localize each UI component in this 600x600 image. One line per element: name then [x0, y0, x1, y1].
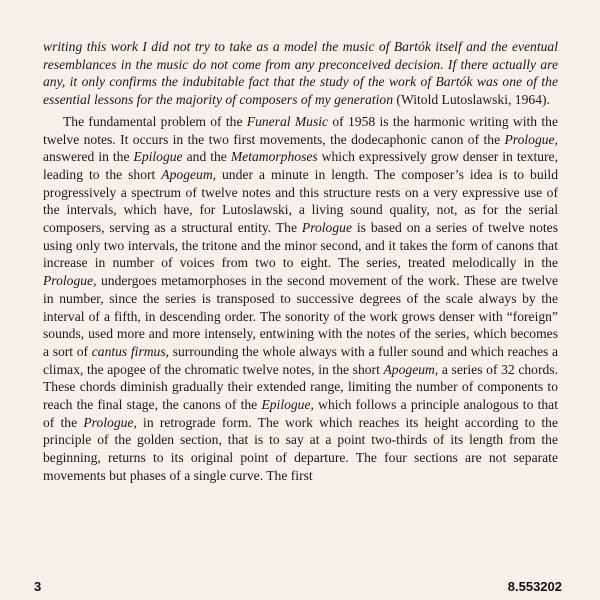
quote-attribution: (Witold Lutoslawski, 1964). [393, 92, 550, 108]
italic-term: Funeral Music [246, 113, 329, 129]
italic-term: Epilogue [261, 397, 311, 413]
italic-term: Prologue [301, 220, 352, 236]
text-run: , undergoes metamorphoses in the second movement of the work. These are twelve in number, since the series is transposed to successive degrees of the scale always by the interval of a fifth, in descending order. The sonority of the work grows denser with “foreign” sounds, used more and more intensely, entwining with the notes of the series, which becomes a sort of [43, 273, 558, 359]
quote-italic-text: writing this work I did not try to take as a model the music of Bartók itself and the eventual resemblances in the music do not come from any preconceived decision. If there actually are any, it only confirms the indubitable fact that the study of the work of Bartók was one of the essential lessons for the majority of composers of my generation [43, 39, 558, 108]
italic-term: Apogeum [383, 361, 435, 377]
text-run: , a series of 32 chords. These chords diminish gradually their extended range, limiting the number of components to reach the final stage, the canons of the [43, 361, 558, 413]
italic-term: Metamorphoses [230, 149, 318, 165]
text-run: , under a minute in length. The composer’s idea is to build progressively a spectrum of twelve notes and this structure rests on a very expressive use of the intervals, which have, for Lutoslawski, a living sound quality, not, as for the serial composers, serving as a structural entity. The [43, 166, 558, 236]
text-run: , in retrograde form. The work which reaches its height according to the principle of the golden section, that is to say at a point two-thirds of its length from the beginning, returns to its original point of departure. The four sections are not separate movements but phases of a single curve. The first [43, 414, 558, 483]
italic-term: Prologue [504, 131, 555, 147]
text-run: The fundamental problem of the [63, 113, 247, 129]
italic-term: Apogeum [161, 166, 213, 182]
italic-term: cantus firmus [91, 343, 166, 359]
text-run: and the [182, 149, 231, 165]
text-run: , surrounding the whole always with a fuller sound and which reaches a climax, the apogee of the chromatic twelve notes, in the short [43, 343, 558, 377]
italic-term: Prologue [43, 273, 94, 289]
italic-term: Epilogue [133, 149, 183, 165]
text-run: which expressively grow denser in texture, leading to the short [43, 149, 558, 182]
text-run: of 1958 is the harmonic writing with the twelve notes. It occurs in the two first movements, the dodecaphonic canon of the [43, 113, 558, 147]
page-number: 3 [34, 579, 42, 594]
text-run: , which follows a principle analogous to that of the [43, 397, 558, 430]
text-run: is based on a series of twelve notes using only two intervals, the tritone and the minor second, and it takes the form of canons that increase in number of voices from two to eight. The series, treated melodically in the [43, 220, 558, 271]
italic-term: Prologue [83, 414, 134, 430]
body-paragraph [43, 113, 558, 485]
quote-paragraph [43, 38, 558, 109]
text-run: , answered in the [43, 131, 558, 165]
text-block [43, 38, 558, 485]
catalogue-number: 8.553202 [507, 579, 562, 594]
